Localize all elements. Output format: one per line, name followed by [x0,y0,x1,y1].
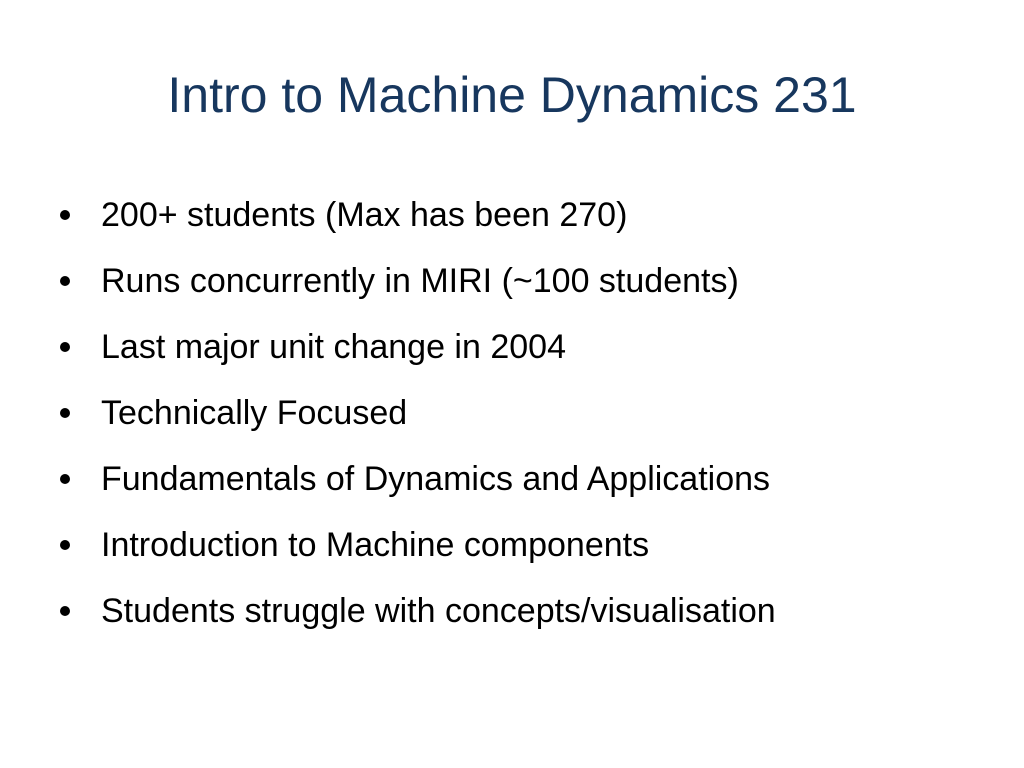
bullet-icon [60,342,70,352]
bullet-icon [60,276,70,286]
bullet-icon [60,210,70,220]
bullet-item [60,184,990,250]
bullet-icon [60,606,70,616]
bullet-item [60,250,990,316]
bullet-icon [60,408,70,418]
bullet-item [60,382,990,448]
slide-title: Intro to Machine Dynamics 231 [167,67,857,123]
bullet-item [60,448,990,514]
bullet-text: Runs concurrently in MIRI (~100 students) [101,262,739,300]
bullet-text: 200+ students (Max has been 270) [101,196,628,234]
bullet-item [60,316,990,382]
bullet-item [60,580,990,646]
bullet-icon [60,540,70,550]
bullet-text: Introduction to Machine components [101,526,650,564]
bullet-text: Students struggle with concepts/visualisation [101,592,776,630]
bullet-text: Technically Focused [101,394,408,432]
bullet-text: Last major unit change in 2004 [101,328,566,366]
bullet-text: Fundamentals of Dynamics and Applications [101,460,771,498]
bullet-item [60,514,990,580]
bullet-list [60,184,990,646]
bullet-icon [60,474,70,484]
